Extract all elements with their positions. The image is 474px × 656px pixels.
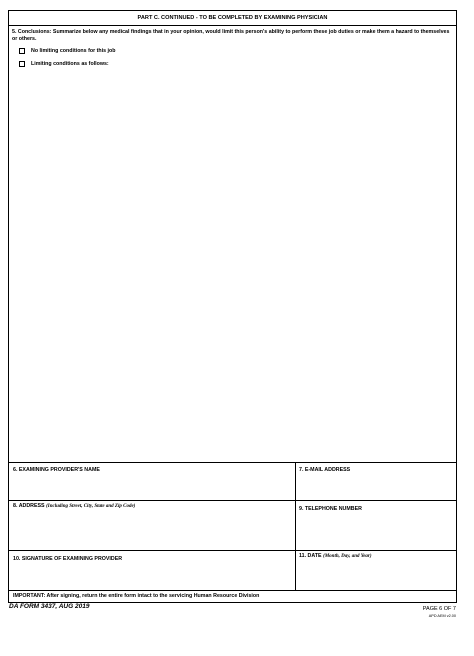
divider (9, 550, 456, 551)
telephone-field[interactable]: 9. TELEPHONE NUMBER (299, 506, 362, 512)
column-divider (295, 462, 296, 590)
form-page (8, 10, 457, 603)
page-number: PAGE 6 OF 7 (422, 606, 456, 612)
option-limiting-conditions[interactable] (19, 61, 109, 67)
address-label: 8. ADDRESS (13, 503, 45, 509)
limiting-label: Limiting conditions as follows: (31, 61, 109, 67)
important-notice: IMPORTANT: After signing, return the entire form intact to the servicing Human Resource Division (13, 593, 260, 599)
divider (9, 500, 456, 501)
divider (9, 462, 456, 463)
address-field[interactable] (13, 503, 135, 509)
date-label: 11. DATE (299, 553, 322, 559)
no-limiting-checkbox[interactable] (19, 48, 25, 54)
date-hint: (Month, Day, and Year) (323, 554, 372, 559)
signature-field[interactable]: 10. SIGNATURE OF EXAMINING PROVIDER (13, 556, 123, 562)
no-limiting-label: No limiting conditions for this job (31, 48, 116, 54)
option-no-limiting-conditions[interactable] (19, 48, 115, 54)
divider (9, 590, 456, 591)
apd-version: APD AEM v2.00 (428, 614, 456, 618)
form-id: DA FORM 3437, AUG 2019 (9, 603, 90, 610)
conclusions-instructions: 5. Conclusions: Summarize below any medical findings that in your opinion, would limit this person's ability to perform these job duties or make them a hazard to themselves or others. (12, 29, 450, 42)
provider-name-field[interactable]: 6. EXAMINING PROVIDER'S NAME (13, 467, 100, 473)
address-hint: (Including Street, City, State and Zip Code) (46, 504, 136, 509)
limiting-checkbox[interactable] (19, 61, 25, 67)
date-field[interactable] (299, 553, 372, 559)
email-field[interactable]: 7. E-MAIL ADDRESS (299, 467, 351, 473)
part-c-header: PART C. CONTINUED - TO BE COMPLETED BY EXAMINING PHYSICIAN (9, 11, 456, 26)
